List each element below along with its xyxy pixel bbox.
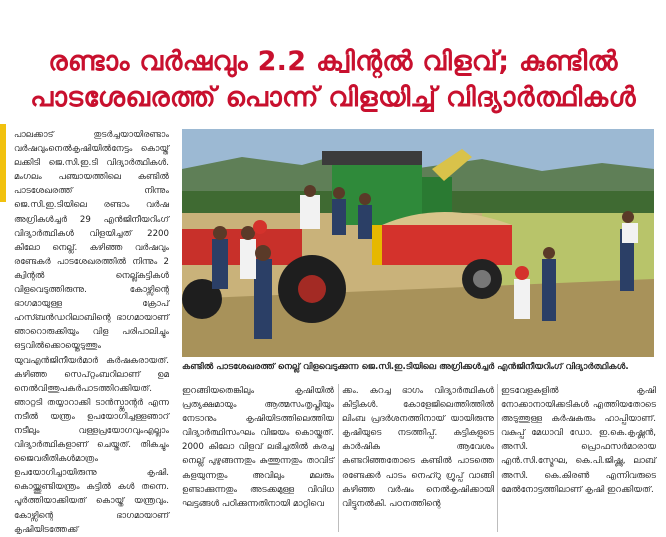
column-divider <box>497 384 498 532</box>
harvest-photo <box>182 129 654 357</box>
headline <box>8 44 658 116</box>
harvest-photo-illustration <box>182 129 654 357</box>
photo-caption: കണ്ടിൽ പാടശേഖരത്ത് നെല്ല് വിളവെടുക്കുന്ന ജെ.സി.ഇ.ടിയിലെ അഗ്രിക്കൾച്ചർ എൻജിനീയറിംഗ് വിദ്യാർത്ഥികൾ. <box>182 362 629 372</box>
article-column-3 <box>342 384 494 534</box>
article-column-4 <box>501 384 656 534</box>
column-divider <box>338 384 339 532</box>
article-text-3: ക്കം. കറച്ച ഭാഗം വിദ്യാർത്ഥികൾ കിട്ടികൾ. കോളേജിലെത്തിത്തിൽ ലിംബ പ്രദർശനത്തിനായ് യായിരുന്നു കൃഷിയുടെ നടത്തിപ്പ്. കട്ടികളുടെ കാർഷിക ആവേശം കണ്ടറിഞ്ഞതോടെ കണ്ടിൽ പാടത്തെ രണ്ടേക്കർ പാടം നെഹ്റു ഗ്രൂപ്പ് വാങ്ങി കഴിഞ്ഞ വർഷം നെൽകൃഷിക്കായി വിട്ടുനൽകി. പഠനത്തിന്റെ <box>342 386 494 509</box>
accent-bar <box>0 124 6 202</box>
article-text-2: ഇറങ്ങിയതെങ്കിലും കൃഷിയിൽ പ്രത്യക്ഷമായും ആത്മസംതൃപ്തിയും നേടാനും കൃഷിയിടത്തിലെത്തിയ വിദ്യാർത്ഥിസംഘം വിജയം കൊയ്തത്. 2000 കിലോ വിളവ് ലഭിച്ചതിൽ കരച്ച നെല്ല് പുഴുങ്ങന്നതും കുത്തുന്നതും താവിട് കളയുന്നതും അവിലും മലരും ഉണ്ടാക്കുന്നതും അടക്കമുള്ള വിവിധ ഘട്ടങ്ങൾ പഠിക്കുന്നതിനായി മാറ്റിവെ <box>182 386 334 509</box>
headline-line-1: രണ്ടാം വർഷവും 2.2 ക്വിന്റൽ വിളവ്; കുണ്ടിൽ <box>48 46 618 77</box>
article-column-1 <box>14 128 169 535</box>
article-text-4: ഇടവേളകളിൽ കൃഷി നോക്കാനായിക്കടികൾ എത്തിയതോടെ അടുത്തുള്ള കർഷകരും ഹാപ്പിയാണ്. വകുപ്പ് മേധാവി ഡോ. ഇ.കെ.കൃഷ്ണൻ, അസി. പ്രൊഫസർമാരായ എൻ.സി.സ്മേഘ, കെ.പി.ജിഷ്ണു, ലാബ് അസി. കെ.കിരൺ എന്നിവരുടെ മേൽനോട്ടത്തിലാണ് കൃഷി ഇറക്കിയത്. <box>501 386 656 495</box>
article-text-1: പാലക്കാട് തുടർച്ചയായിരണ്ടാം വർഷവുംനെൽകൃഷിയിൽനേട്ടം കൊയ്ത് ലക്കിടി ജെ.സി.ഇ.ടി വിദ്യാർത്ഥികൾ. മംഗലം പഞ്ചായത്തിലെ കണ്ടിൽ പാടശേഖരത്ത് നിന്നും ജെ.സി.ഇ.ടിയിലെ രണ്ടാം വർഷ അഗ്രികൾച്ചർ 29 എൻജിനീയറിംഗ് വിദ്യാർത്ഥികൾ വിളയിച്ചത് 2200 കിലോ നെല്ല്. കഴിഞ്ഞ വർഷവും രണ്ടേകർ പാടശേഖരത്തിൽ നിന്നും 2 ക്വിന്റൽ നെല്ല്കട്ടികൾ വിളവെടുത്തിരുന്നു. കോഴ്സിന്റെ ഭാഗമായുള്ള ക്രോപ് ഹസ്ബൻഡറിലാബിന്റെ ഭാഗമായാണ്‌ ഞാറൊരുക്കിയും വിള പരിപാലിച്ചും ഒട്ടവിൽക്കൊയ്തെടുത്തും യുവഎൻജിനീയർമാർ കർഷകരായത്. കഴിഞ്ഞ സെപ്റ്റംബറിലാണ് ഉമ നെൽവിത്തുപകർപാടത്തിറക്കിയത്. ഞാറ്റടി തയ്യാറാക്കി ടാൻസ്പ്ലാന്റർ എന്ന നടീൽ യന്ത്രം ഉപയോഗിച്ചള്ളഞാറ് നടീലും വള്ളപ്രയോഗവുംഎല്ലാം വിദ്യാർത്ഥികളാണ് ചെയ്തത്. തികച്ചും ജൈവരീതികൾമാത്രം ഉപയോഗിച്ചായിരുന്നു കൃഷി. കൊയ്ത്തുണ്ടിയന്ത്രം കട്ടിൽ കൾ തന്നെ. പൂർത്തിയാക്കിയത് കൊയ്ത് യന്ത്രവും. കോഴ്സിന്റെ ഭാഗമായാണ് കൃഷിയിടത്തേക്ക് <box>14 130 169 535</box>
article-column-2 <box>182 384 334 534</box>
headline-line-2: പാടശേഖരത്ത് പൊന്ന് വിളയിച്ച് വിദ്യാർത്ഥികൾ <box>30 82 636 113</box>
